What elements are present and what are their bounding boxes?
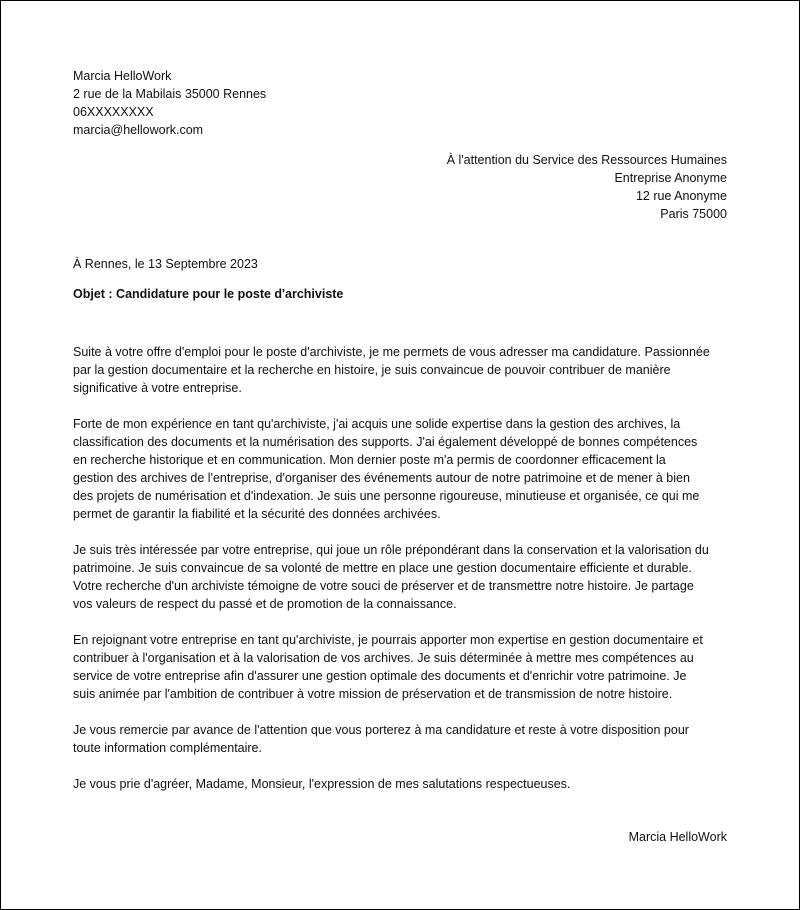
paragraph-line: Je vous remercie par avance de l'attention que vous porterez à ma candidature et reste à votre disposition pour xyxy=(73,723,689,737)
paragraph-line: Suite à votre offre d'emploi pour le poste d'archiviste, je me permets de vous adresser ma candidature. Passionnée xyxy=(73,345,710,359)
paragraph-line: permet de garantir la fiabilité et la sécurité des données archivées. xyxy=(73,507,441,521)
recipient-street: 12 rue Anonyme xyxy=(635,189,727,203)
paragraph xyxy=(73,721,733,757)
paragraph xyxy=(73,775,733,793)
recipient-attention: À l'attention du Service des Ressources Humaines xyxy=(446,153,727,167)
recipient-block xyxy=(447,151,727,223)
paragraph-line: Je vous prie d'agréer, Madame, Monsieur, l'expression de mes salutations respectueuses. xyxy=(73,777,571,791)
sender-phone: 06XXXXXXXX xyxy=(73,105,154,119)
paragraph-line: significative à votre entreprise. xyxy=(73,381,242,395)
recipient-company: Entreprise Anonyme xyxy=(614,171,727,185)
paragraph xyxy=(73,415,733,523)
paragraph xyxy=(73,343,733,397)
sender-address: 2 rue de la Mabilais 35000 Rennes xyxy=(73,87,267,101)
paragraph-line: vos valeurs de respect du passé et de promotion de la connaissance. xyxy=(73,597,457,611)
paragraph-line: Votre recherche d'un archiviste témoigne de votre souci de préserver et de transmettre notre histoire. Je partage xyxy=(73,579,694,593)
letter-body xyxy=(73,343,733,811)
paragraph-line: Forte de mon expérience en tant qu'archiviste, j'ai acquis une solide expertise dans la gestion des archives, la xyxy=(73,417,681,431)
paragraph-line: Je suis très intéressée par votre entreprise, qui joue un rôle prépondérant dans la conservation et la valorisation du xyxy=(73,543,709,557)
paragraph-line: par la gestion documentaire et la recherche en histoire, je suis convaincue de pouvoir contribuer de manière xyxy=(73,363,671,377)
paragraph-line: classification des documents et la numérisation des supports. J'ai également développé de bonnes compétences xyxy=(73,435,698,449)
paragraph-line: En rejoignant votre entreprise en tant qu'archiviste, je pourrais apporter mon expertise en gestion documentaire et xyxy=(73,633,703,647)
recipient-city: Paris 75000 xyxy=(660,207,727,221)
sender-name: Marcia HelloWork xyxy=(73,69,172,83)
paragraph-line: suis animée par l'ambition de contribuer à votre mission de préservation et de transmission de notre histoire. xyxy=(73,687,673,701)
sender-email: marcia@hellowork.com xyxy=(73,123,204,137)
subject-line: Objet : Candidature pour le poste d'archiviste xyxy=(73,287,344,301)
paragraph-line: en recherche historique et en communication. Mon dernier poste m'a permis de coordonner efficacement la xyxy=(73,453,666,467)
paragraph-line: patrimoine. Je suis convaincue de sa volonté de mettre en place une gestion documentaire efficiente et durable. xyxy=(73,561,692,575)
paragraph-line: service de votre entreprise afin d'assurer une gestion optimale des documents et d'enrichir votre patrimoine. Je xyxy=(73,669,687,683)
paragraph-line: des projets de numérisation et d'indexation. Je suis une personne rigoureuse, minutieuse et organisée, ce qui me xyxy=(73,489,700,503)
signature: Marcia HelloWork xyxy=(628,830,727,844)
paragraph-line: gestion des archives de l'entreprise, d'organiser des événements autour de notre patrimoine et de mener à bien xyxy=(73,471,690,485)
paragraph xyxy=(73,631,733,703)
paragraph-line: toute information complémentaire. xyxy=(73,741,262,755)
date-line: À Rennes, le 13 Septembre 2023 xyxy=(73,257,258,271)
paragraph xyxy=(73,541,733,613)
paragraph-line: contribuer à l'organisation et à la valorisation de vos archives. Je suis déterminée à mettre mes compétences au xyxy=(73,651,694,665)
sender-block xyxy=(73,67,266,139)
